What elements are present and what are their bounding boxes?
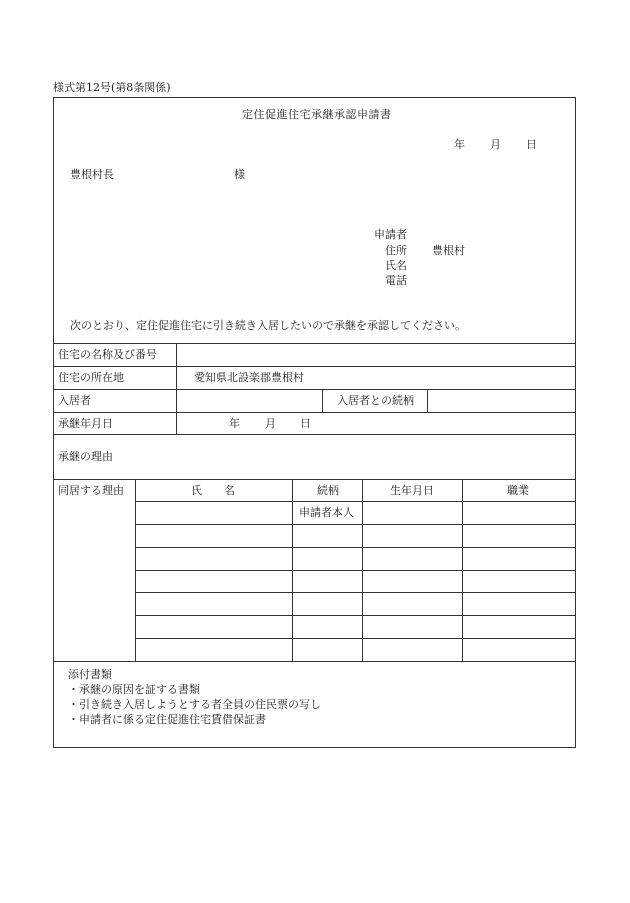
column-divider: [322, 389, 323, 412]
grid-line: [135, 570, 576, 571]
column-divider: [362, 479, 363, 661]
applicant-label: 申請者: [374, 228, 407, 241]
form-title: 定住促進住宅承継承認申請書: [242, 108, 392, 121]
attachment-item: ・申請者に係る定住促進住宅賃借保証書: [68, 713, 266, 726]
statement-text: 次のとおり、定住促進住宅に引き続き入居したいので承継を承認してください。: [70, 319, 466, 332]
date-month: 月: [490, 138, 501, 151]
column-divider: [135, 479, 136, 661]
grid-line: [135, 615, 576, 616]
succession-date-month: 月: [265, 417, 276, 430]
table-bottom-border: [54, 661, 576, 662]
grid-line: [135, 501, 576, 502]
applicant-address-label: 住所: [385, 244, 407, 257]
table-top-border: [54, 343, 576, 344]
date-year: 年: [454, 138, 465, 151]
grid-line: [135, 547, 576, 548]
grid-line: [135, 524, 576, 525]
row-divider: [54, 389, 576, 390]
resident-label: 入居者: [58, 394, 91, 407]
housing-name-label: 住宅の名称及び番号: [58, 348, 157, 361]
row-divider: [54, 412, 576, 413]
attachment-item: ・承継の原因を証する書類: [68, 683, 200, 696]
form-number: 様式第12号(第8条関係): [53, 81, 171, 94]
column-header-occupation: 職業: [507, 484, 529, 497]
first-row-relationship: 申請者本人: [299, 506, 354, 519]
grid-line: [135, 638, 576, 639]
column-header-relationship: 続柄: [317, 484, 339, 497]
column-divider: [176, 343, 177, 435]
attachment-item: ・引き続き入居しようとする者全員の住民票の写し: [68, 698, 321, 711]
applicant-name-label: 氏名: [385, 259, 407, 272]
attachments-heading: 添付書類: [68, 668, 112, 681]
succession-date-day: 日: [300, 417, 311, 430]
column-header-birthdate: 生年月日: [390, 484, 434, 497]
row-divider: [54, 366, 576, 367]
succession-reason-label: 承継の理由: [58, 450, 113, 463]
column-divider: [462, 479, 463, 661]
relationship-label: 入居者との続柄: [337, 394, 414, 407]
column-divider: [292, 479, 293, 661]
application-form: [53, 97, 576, 748]
column-header-name: 氏 名: [191, 484, 235, 497]
addressee-name: 豊根村長: [70, 168, 114, 181]
grid-line: [135, 592, 576, 593]
housing-location-label: 住宅の所在地: [58, 371, 124, 384]
housing-location-value: 愛知県北設楽郡豊根村: [194, 371, 304, 384]
succession-date-year: 年: [229, 417, 240, 430]
row-divider: [54, 479, 576, 480]
applicant-address-value: 豊根村: [432, 244, 465, 257]
column-divider: [427, 389, 428, 412]
succession-date-label: 承継年月日: [58, 417, 113, 430]
addressee-honorific: 様: [234, 168, 245, 181]
row-divider: [54, 434, 576, 435]
date-day: 日: [526, 138, 537, 151]
applicant-phone-label: 電話: [385, 274, 407, 287]
cohabitation-reason-label: 同居する理由: [58, 484, 124, 497]
